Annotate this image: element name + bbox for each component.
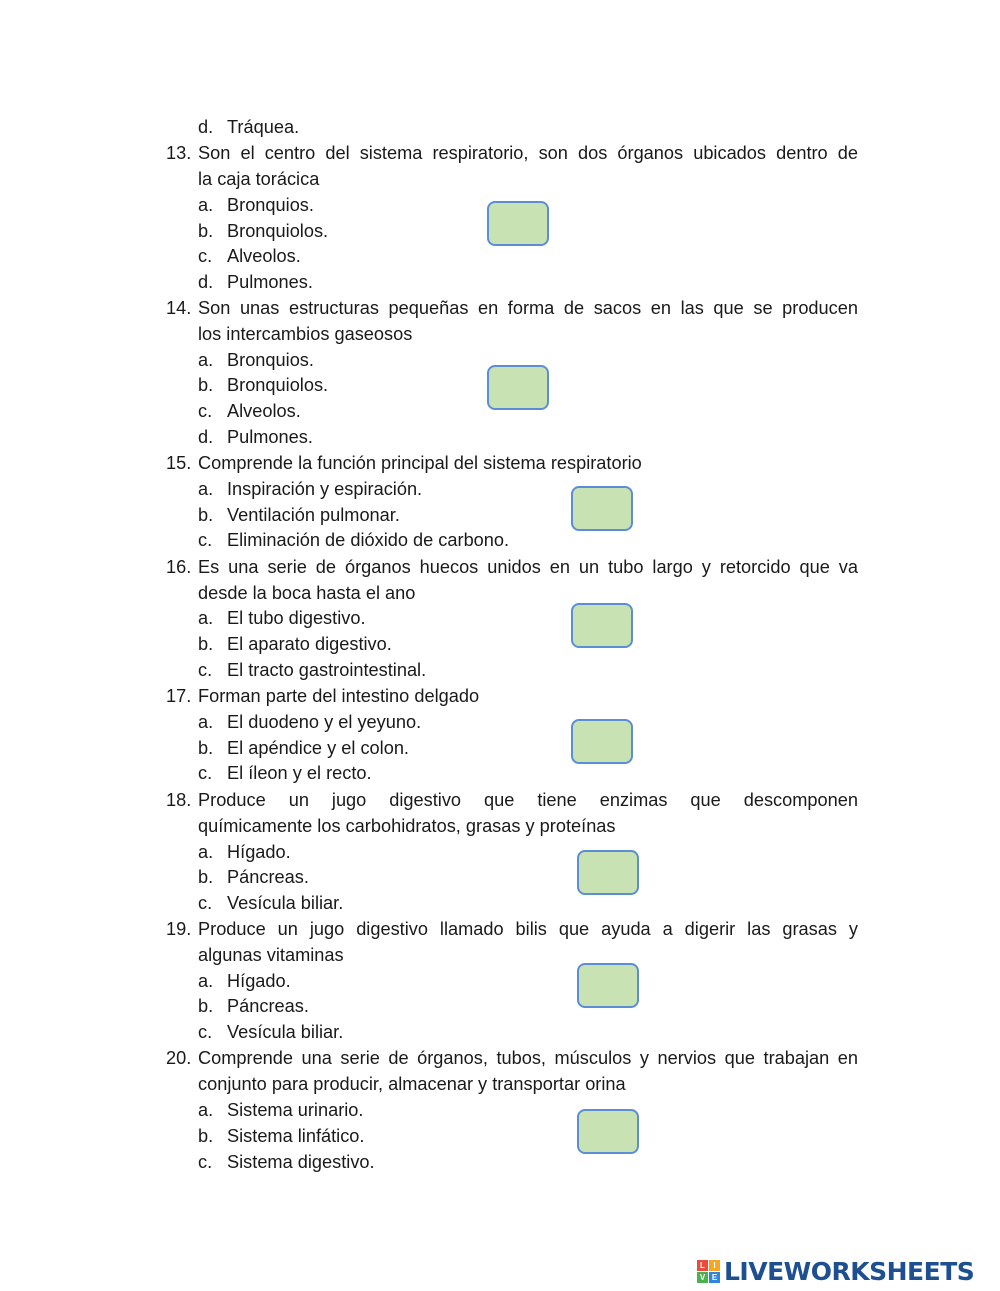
option-letter: d.	[198, 427, 214, 447]
question-text-line: algunas vitaminas	[198, 945, 344, 965]
option-text: Páncreas.	[227, 867, 309, 887]
option-text: Alveolos.	[227, 246, 301, 266]
answer-input-13[interactable]	[487, 201, 549, 246]
option-letter: a.	[198, 195, 214, 215]
question-text-line: los intercambios gaseosos	[198, 324, 413, 344]
option-letter: c.	[198, 246, 213, 266]
question-text-line: Produce un jugo digestivo que tiene enzimas que descomponen	[198, 790, 858, 810]
option-letter: a.	[198, 712, 214, 732]
option-text: Eliminación de dióxido de carbono.	[227, 530, 510, 550]
option-text: Inspiración y espiración.	[227, 479, 423, 499]
option-text: Sistema linfático.	[227, 1126, 365, 1146]
option-text: Sistema urinario.	[227, 1100, 364, 1120]
answer-input-18[interactable]	[577, 850, 639, 895]
question-text-line: Comprende la función principal del sistema respiratorio	[198, 453, 642, 473]
logo-mark-letter: V	[697, 1272, 708, 1283]
option-letter: c.	[198, 763, 213, 783]
question-number: 17.	[166, 686, 192, 706]
question-number: 15.	[166, 453, 192, 473]
option-text: Bronquiolos.	[227, 375, 329, 395]
option-text: Sistema digestivo.	[227, 1152, 375, 1172]
logo-mark-letter: I	[709, 1260, 720, 1271]
question-number: 20.	[166, 1048, 192, 1068]
option-text: Vesícula biliar.	[227, 1022, 344, 1042]
option-letter: c.	[198, 1152, 213, 1172]
answer-input-17[interactable]	[571, 719, 633, 764]
option-letter: c.	[198, 660, 213, 680]
option-text: Páncreas.	[227, 996, 309, 1016]
option-text: El tracto gastrointestinal.	[227, 660, 427, 680]
liveworksheets-logo	[697, 1256, 974, 1286]
question-text-line: conjunto para producir, almacenar y transportar orina	[198, 1074, 626, 1094]
option-text: Hígado.	[227, 971, 291, 991]
question-text-line: Son unas estructuras pequeñas en forma de sacos en las que se producen	[198, 298, 858, 318]
option-text: Vesícula biliar.	[227, 893, 344, 913]
question-number: 13.	[166, 143, 192, 163]
option-letter: d.	[198, 117, 214, 137]
answer-input-15[interactable]	[571, 486, 633, 531]
option-letter: a.	[198, 1100, 214, 1120]
option-text: El aparato digestivo.	[227, 634, 392, 654]
option-text: Bronquios.	[227, 195, 314, 215]
option-letter: a.	[198, 479, 214, 499]
question-text-line: Son el centro del sistema respiratorio, son dos órganos ubicados dentro de	[198, 143, 858, 163]
logo-mark-icon	[697, 1260, 720, 1283]
option-text: El tubo digestivo.	[227, 608, 366, 628]
answer-input-14[interactable]	[487, 365, 549, 410]
question-text-line: Forman parte del intestino delgado	[198, 686, 480, 706]
option-letter: b.	[198, 221, 214, 241]
answer-input-19[interactable]	[577, 963, 639, 1008]
option-letter: b.	[198, 634, 214, 654]
option-letter: b.	[198, 505, 214, 525]
question-text-line: desde la boca hasta el ano	[198, 583, 416, 603]
option-letter: b.	[198, 738, 214, 758]
option-text: Pulmones.	[227, 272, 313, 292]
option-text: El apéndice y el colon.	[227, 738, 409, 758]
option-text: Bronquios.	[227, 350, 314, 370]
question-text-line: la caja torácica	[198, 169, 320, 189]
option-text: El íleon y el recto.	[227, 763, 372, 783]
option-letter: b.	[198, 1126, 214, 1146]
option-letter: a.	[198, 842, 214, 862]
answer-input-16[interactable]	[571, 603, 633, 648]
option-text: Ventilación pulmonar.	[227, 505, 400, 525]
option-letter: c.	[198, 893, 213, 913]
option-letter: a.	[198, 350, 214, 370]
option-text: Alveolos.	[227, 401, 301, 421]
option-letter: d.	[198, 272, 214, 292]
option-letter: c.	[198, 401, 213, 421]
option-text: Bronquiolos.	[227, 221, 329, 241]
question-number: 14.	[166, 298, 192, 318]
option-text: Hígado.	[227, 842, 291, 862]
question-text-line: Es una serie de órganos huecos unidos en un tubo largo y retorcido que va	[198, 557, 858, 577]
answer-input-20[interactable]	[577, 1109, 639, 1154]
option-letter: c.	[198, 1022, 213, 1042]
logo-text: LIVEWORKSHEETS	[724, 1256, 975, 1286]
option-text: El duodeno y el yeyuno.	[227, 712, 422, 732]
option-letter: b.	[198, 375, 214, 395]
question-text-line: químicamente los carbohidratos, grasas y proteínas	[198, 816, 616, 836]
option-letter: a.	[198, 608, 214, 628]
option-text: Pulmones.	[227, 427, 313, 447]
logo-mark-letter: L	[697, 1260, 708, 1271]
option-letter: b.	[198, 867, 214, 887]
question-number: 16.	[166, 557, 192, 577]
question-text-line: Produce un jugo digestivo llamado bilis que ayuda a digerir las grasas y	[198, 919, 858, 939]
option-text: Tráquea.	[227, 117, 300, 137]
logo-mark-letter: E	[709, 1272, 720, 1283]
option-letter: a.	[198, 971, 214, 991]
question-number: 19.	[166, 919, 192, 939]
question-text-line: Comprende una serie de órganos, tubos, músculos y nervios que trabajan en	[198, 1048, 858, 1068]
option-letter: b.	[198, 996, 214, 1016]
question-number: 18.	[166, 790, 192, 810]
option-letter: c.	[198, 530, 213, 550]
